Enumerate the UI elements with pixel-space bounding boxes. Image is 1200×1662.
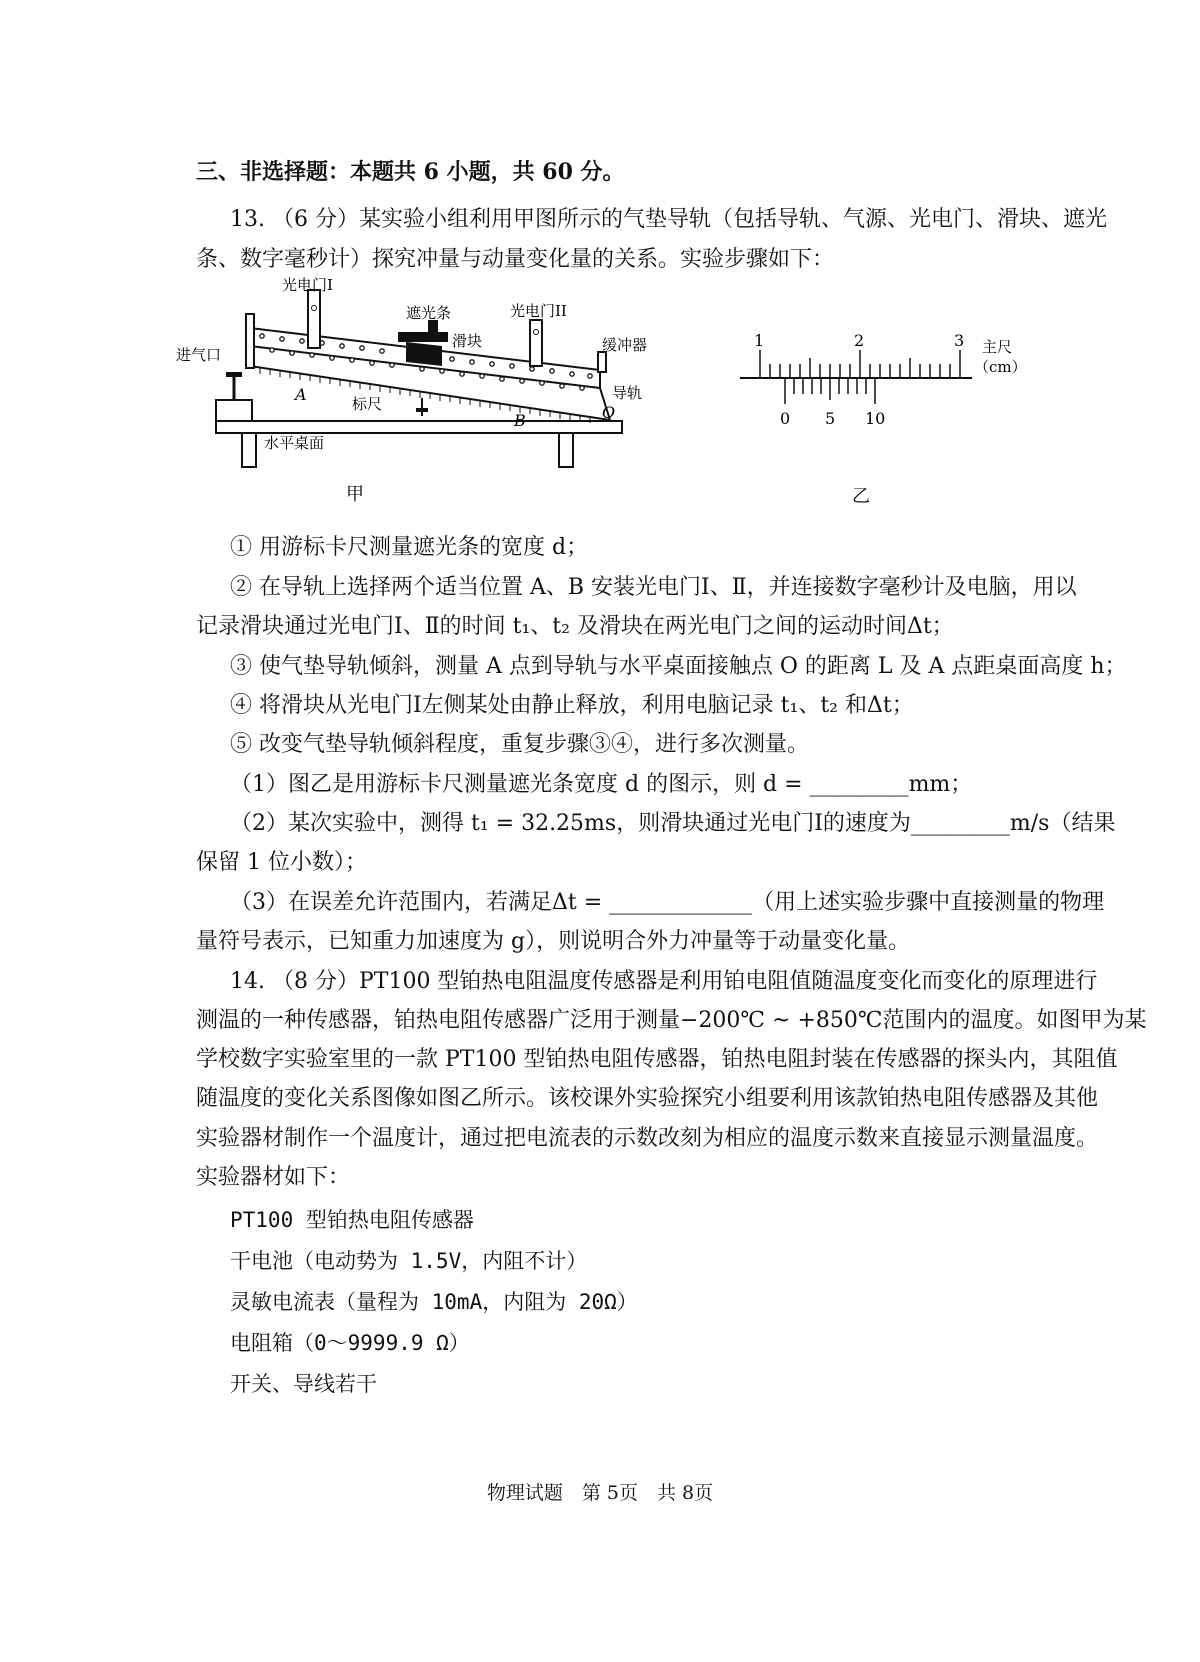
table-top: [216, 421, 622, 433]
caption-jia: 甲: [346, 484, 364, 505]
buffer: [598, 352, 606, 372]
caption-yi: 乙: [852, 486, 870, 507]
main-tick-2: 2: [854, 331, 865, 350]
label-slider: 滑块: [452, 332, 483, 350]
label-buffer: 缓冲器: [602, 336, 648, 354]
q14-line-4: 随温度的变化关系图像如图乙所示。该校课外实验探究小组要利用该款铂热电阻传感器及其他: [196, 1086, 1099, 1111]
sub-question-1: （1）图乙是用游标卡尺测量遮光条宽度 d 的图示，则 d = _________mm；: [230, 772, 973, 797]
vernier-tick-5: 5: [825, 409, 836, 428]
main-scale-unit: （cm）: [974, 358, 1027, 376]
sub-question-3-continued: 量符号表示，已知重力加速度为 g），则说明合外力冲量等于动量变化量。: [196, 929, 911, 954]
section-heading: 三、非选择题：本题共 6 小题，共 60 分。: [196, 159, 625, 185]
label-gate1: 光电门I: [282, 276, 333, 294]
equipment-1: PT100 型铂热电阻传感器: [230, 1208, 474, 1232]
label-gate2: 光电门II: [510, 302, 567, 320]
vernier-tick-10: 10: [865, 409, 886, 428]
label-table: 水平桌面: [264, 434, 325, 452]
figure-yi: [740, 330, 1060, 520]
label-point-b: B: [514, 411, 526, 430]
slider-block: [406, 342, 442, 366]
label-shade: 遮光条: [406, 304, 452, 322]
step-5: ⑤ 改变气垫导轨倾斜程度，重复步骤③④，进行多次测量。: [230, 732, 809, 757]
label-inlet: 进气口: [176, 346, 222, 364]
page-footer: 物理试题 第 5页 共 8页: [486, 1482, 714, 1504]
q13-intro-line-2: 条、数字毫秒计）探究冲量与动量变化量的关系。实验步骤如下：: [196, 247, 835, 272]
main-scale-label: 主尺: [982, 338, 1013, 356]
q14-line-1: 14. （8 分）PT100 型铂热电阻温度传感器是利用铂电阻值随温度变化而变化的原理进行: [230, 969, 1098, 994]
main-tick-3: 3: [954, 331, 965, 350]
main-tick-1: 1: [754, 331, 765, 350]
support-block: [216, 400, 252, 421]
table-leg-left: [242, 433, 256, 467]
equipment-2: 干电池（电动势为 1.5V，内阻不计）: [230, 1249, 588, 1273]
sub-question-3: （3）在误差允许范围内，若满足Δt = _____________（用上述实验步骤中直接测量的物理: [230, 890, 1105, 915]
sub-question-2-continued: 保留 1 位小数）；: [196, 850, 367, 875]
step-4: ④ 将滑块从光电门Ⅰ左侧某处由静止释放，利用电脑记录 t₁、t₂ 和Δt；: [230, 693, 914, 718]
label-scale: 标尺: [352, 395, 383, 413]
label-rail: 导轨: [612, 384, 643, 402]
vernier-tick-0: 0: [780, 409, 791, 428]
label-point-a: A: [295, 385, 307, 404]
step-1: ① 用游标卡尺测量遮光条的宽度 d；: [230, 535, 589, 560]
vernier-scale-ticks: [785, 378, 875, 404]
sub-question-2: （2）某次实验中，测得 t₁ = 32.25ms，则滑块通过光电门Ⅰ的速度为_________m/s（结果: [230, 811, 1116, 836]
q14-line-3: 学校数字实验室里的一款 PT100 型铂热电阻传感器，铂热电阻封装在传感器的探头内，其阻值: [196, 1047, 1118, 1072]
equipment-5: 开关、导线若干: [230, 1372, 377, 1396]
equipment-4: 电阻箱（0～9999.9 Ω）: [230, 1331, 470, 1355]
photogate-1: [308, 290, 320, 348]
step-3: ③ 使气垫导轨倾斜，测量 A 点到导轨与水平桌面接触点 O 的距离 L 及 A 点距桌面高度 h；: [230, 654, 1127, 679]
q14-line-5: 实验器材制作一个温度计，通过把电流表的示数改刻为相应的温度示数来直接显示测量温度。: [196, 1126, 1099, 1151]
q14-line-2: 测温的一种传感器，铂热电阻传感器广泛用于测量−200℃ ~ +850℃范围内的温度。如图甲为某: [196, 1008, 1147, 1033]
figure-jia: [170, 270, 690, 510]
q13-intro-line-1: 13. （6 分）某实验小组利用甲图所示的气垫导轨（包括导轨、气源、光电门、滑块、遮光: [230, 207, 1107, 232]
equipment-3: 灵敏电流表（量程为 10mA，内阻为 20Ω）: [230, 1290, 638, 1314]
main-scale-ticks: [760, 350, 960, 378]
q14-line-6: 实验器材如下：: [196, 1165, 351, 1190]
step-2: ② 在导轨上选择两个适当位置 A、B 安装光电门Ⅰ、Ⅱ，并连接数字毫秒计及电脑，用以: [230, 575, 1077, 600]
step-2-continued: 记录滑块通过光电门Ⅰ、Ⅱ的时间 t₁、t₂ 及滑块在两光电门之间的运动时间Δt；: [196, 614, 954, 639]
label-point-o: O: [602, 403, 616, 422]
table-leg-right: [559, 433, 573, 467]
photogate-2: [530, 320, 542, 366]
